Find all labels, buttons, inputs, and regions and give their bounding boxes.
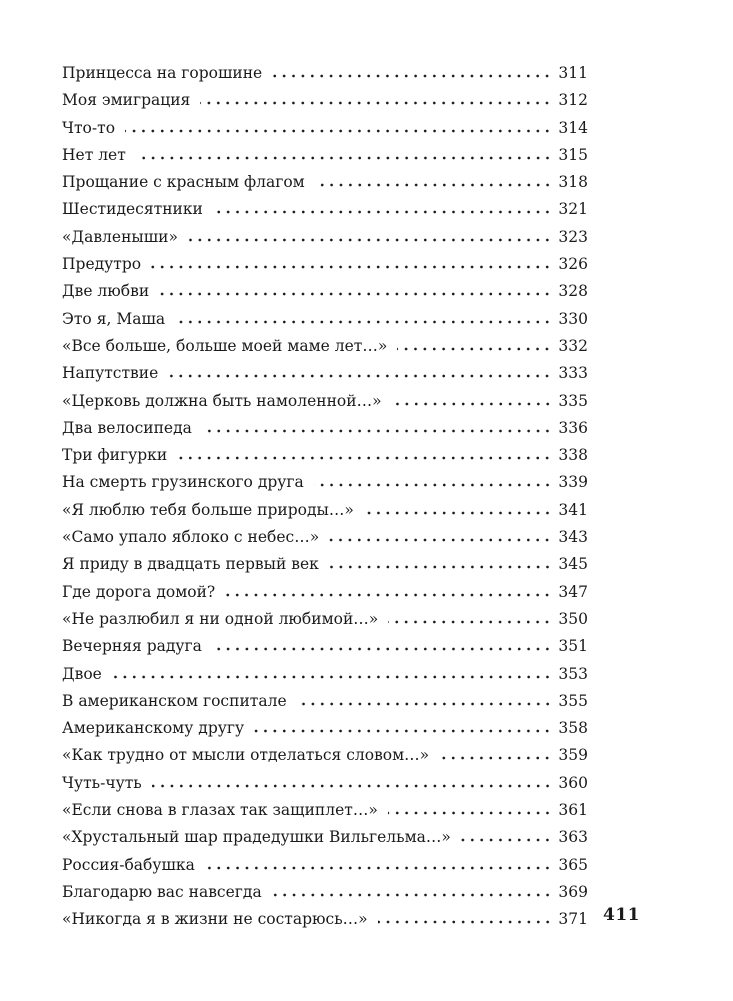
toc-entry-title: Принцесса на горошине	[62, 64, 263, 82]
toc-entry-title: «Если снова в глазах так защиплет…»	[62, 801, 378, 820]
toc-entry	[62, 360, 588, 387]
toc-entry	[62, 442, 588, 469]
toc-entry-title: Вечерняя радуга	[62, 637, 202, 656]
toc-entry	[62, 60, 588, 87]
toc-entry	[62, 278, 588, 305]
dot-leader	[439, 748, 552, 760]
dot-leader	[136, 148, 552, 160]
toc-entry-page: 358	[558, 719, 588, 738]
toc-entry-page: 361	[558, 801, 588, 820]
toc-entry-page: 345	[558, 555, 588, 574]
toc-entry	[62, 551, 588, 578]
dot-leader	[397, 339, 552, 351]
toc-entry-page: 332	[558, 336, 588, 355]
toc-entry-title: «Никогда я в жизни не состарюсь…»	[62, 910, 368, 929]
toc-entry-page: 328	[558, 282, 588, 301]
dot-leader	[254, 721, 552, 733]
toc-entry	[62, 415, 588, 442]
toc-entry-title: Моя эмиграция	[62, 91, 191, 110]
toc-entry	[62, 142, 588, 169]
dot-leader	[388, 612, 552, 624]
toc-entry-page: 323	[558, 227, 588, 246]
toc-entry	[62, 770, 588, 797]
toc-entry-page: 311	[558, 64, 588, 82]
toc-entry-title: «Само упало яблоко с небес…»	[62, 528, 320, 547]
toc-entry-title: Благодарю вас навсегда	[62, 882, 262, 901]
toc-entry-title: Три фигурки	[62, 446, 168, 465]
toc-entry	[62, 742, 588, 769]
dot-leader	[168, 366, 552, 378]
toc-entry-title: «Все больше, больше моей маме лет…»	[62, 336, 388, 355]
dot-leader	[364, 503, 552, 515]
toc-entry-title: «Я люблю тебя больше природы…»	[62, 500, 354, 519]
dot-leader	[225, 585, 552, 597]
toc-entry-page: 343	[558, 528, 588, 547]
dot-leader	[314, 475, 552, 487]
dot-leader	[112, 667, 552, 679]
toc-entry	[62, 251, 588, 278]
toc-entry	[62, 224, 588, 251]
toc-entry-title: «Церковь должна быть намоленной…»	[62, 391, 382, 410]
dot-leader	[125, 121, 552, 133]
toc-entry-title: «Как трудно от мысли отделаться словом…»	[62, 746, 430, 765]
toc-entry	[62, 333, 588, 360]
toc-entry	[62, 906, 588, 933]
toc-entry-page: 350	[558, 609, 588, 628]
toc-entry-page: 330	[558, 309, 588, 328]
toc-entry	[62, 797, 588, 824]
toc-entry	[62, 715, 588, 742]
toc-entry-title: Нет лет	[62, 145, 126, 164]
toc-entry-title: Две любви	[62, 282, 150, 301]
toc-entry-title: Шестидесятники	[62, 200, 203, 219]
dot-leader	[177, 448, 552, 460]
dot-leader	[152, 776, 552, 788]
dot-leader	[200, 93, 552, 105]
dot-leader	[329, 557, 552, 569]
dot-leader	[329, 530, 552, 542]
toc-entry	[62, 169, 588, 196]
toc-entry-page: 315	[558, 145, 588, 164]
dot-leader	[159, 284, 552, 296]
toc-entry-page: 318	[558, 173, 588, 192]
toc-entry-title: Предутро	[62, 255, 142, 274]
toc-entry	[62, 879, 588, 906]
toc-entry-title: Американскому другу	[62, 719, 245, 738]
toc-entry-title: Россия-бабушка	[62, 855, 195, 874]
toc-entry-title: Где дорога домой?	[62, 582, 216, 601]
toc-entry-page: 353	[558, 664, 588, 683]
toc-entry	[62, 196, 588, 223]
toc-entry-page: 338	[558, 446, 588, 465]
toc-entry-page: 351	[558, 637, 588, 656]
toc-entry	[62, 606, 588, 633]
toc-entry-title: Что-то	[62, 118, 116, 137]
dot-leader	[461, 830, 552, 842]
toc-entry	[62, 579, 588, 606]
toc-entry-page: 314	[558, 118, 588, 137]
toc-entry-page: 347	[558, 582, 588, 601]
toc-entry-title: Это я, Маша	[62, 309, 166, 328]
toc-entry-title: Двое	[62, 664, 102, 683]
dot-leader	[202, 421, 552, 433]
toc-entry-title: Напутствие	[62, 364, 159, 383]
dot-leader	[188, 230, 552, 242]
dot-leader	[315, 175, 552, 187]
table-of-contents	[62, 60, 588, 934]
toc-entry-title: Чуть-чуть	[62, 773, 142, 792]
toc-entry-page: 339	[558, 473, 588, 492]
toc-entry	[62, 688, 588, 715]
toc-entry	[62, 633, 588, 660]
toc-entry-page: 321	[558, 200, 588, 219]
toc-entry-title: «Давленыши»	[62, 227, 178, 246]
dot-leader	[388, 803, 552, 815]
dot-leader	[213, 202, 552, 214]
toc-entry-page: 365	[558, 855, 588, 874]
toc-entry	[62, 661, 588, 688]
toc-entry-title: В американском госпитале	[62, 691, 287, 710]
toc-entry-title: На смерть грузинского друга	[62, 473, 304, 492]
dot-leader	[175, 312, 552, 324]
toc-entry	[62, 824, 588, 851]
toc-entry-page: 360	[558, 773, 588, 792]
toc-entry-page: 371	[558, 910, 588, 929]
toc-entry-title: Два велосипеда	[62, 418, 192, 437]
toc-entry-page: 312	[558, 91, 588, 110]
toc-entry	[62, 852, 588, 879]
dot-leader	[205, 858, 552, 870]
toc-entry-title: Я приду в двадцать первый век	[62, 555, 319, 574]
toc-entry-page: 355	[558, 691, 588, 710]
page-number: 411	[603, 905, 640, 925]
toc-entry	[62, 524, 588, 551]
toc-entry	[62, 306, 588, 333]
toc-entry-page: 341	[558, 500, 588, 519]
toc-entry-page: 335	[558, 391, 588, 410]
dot-leader	[272, 66, 552, 78]
dot-leader	[297, 694, 552, 706]
toc-entry	[62, 115, 588, 142]
dot-leader	[392, 394, 552, 406]
toc-entry-page: 336	[558, 418, 588, 437]
dot-leader	[212, 639, 552, 651]
toc-entry	[62, 388, 588, 415]
toc-entry-page: 359	[558, 746, 588, 765]
toc-entry	[62, 469, 588, 496]
toc-entry-page: 333	[558, 364, 588, 383]
toc-entry-title: Прощание с красным флагом	[62, 173, 305, 192]
dot-leader	[151, 257, 552, 269]
toc-entry	[62, 497, 588, 524]
toc-entry-page: 369	[558, 882, 588, 901]
toc-entry-title: «Не разлюбил я ни одной любимой…»	[62, 609, 379, 628]
dot-leader	[272, 885, 552, 897]
dot-leader	[378, 912, 552, 924]
toc-entry-page: 326	[558, 255, 588, 274]
toc-entry	[62, 87, 588, 114]
toc-entry-page: 363	[558, 828, 588, 847]
toc-entry-title: «Хрустальный шар прадедушки Вильгельма…»	[62, 828, 451, 847]
